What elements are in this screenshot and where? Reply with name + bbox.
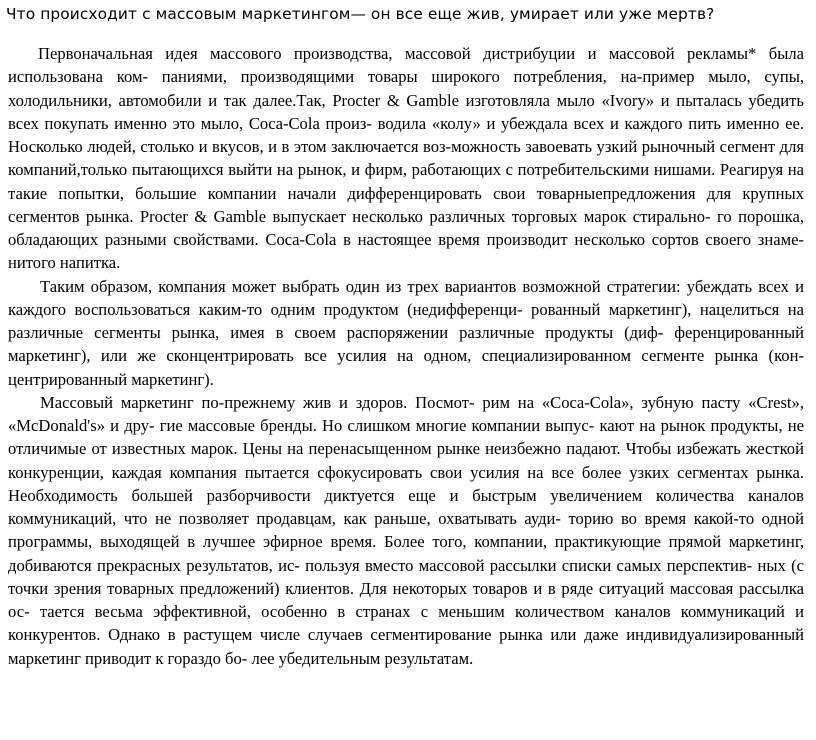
document-body [8,42,804,670]
paragraph-strategy-options: Таким образом, компания может выбрать один из трех вариантов возможной стратегии: убеждать всех и каждого воспользоваться каким-то одним продуктом (недифференци- рованный маркетинг), нацелиться на различные сегменты рынка, имея в своем распоряжении различные продукты (диф- ференцированный маркетинг), или же сконцентрировать все усилия на одном, специализированном сегменте рынка (кон- центрированный маркетинг). [8,276,804,389]
paragraph-mass-marketing-alive: Массовый маркетинг по-прежнему жив и здоров. Посмот- рим на «Coca-Cola», зубную пасту «Crest», «McDonald's» и дру- гие массовые бренды. Но слишком многие компании выпус- кают на рынок продукты, не отличимые от известных марок. Цены на перенасыщенном рынке неизбежно падают. Чтобы избежать жесткой конкуренции, каждая компания пытается сфокусировать свои усилия на все более узких сегментах рынка. Необходимость большей разборчивости диктуется еще и быстрым увеличением количества каналов коммуникаций, что не позволяет продавцам, как раньше, охватывать ауди- торию во время какой-то одной программы, выходящей в лучшее эфирное время. Более того, компании, практикующие прямой маркетинг, добиваются прекрасных результатов, ис- пользуя вместо массовой рассылки списки самых перспектив- ных (с точки зрения товарных предложений) клиентов. Для некоторых товаров и в ряде ситуаций массовая рассылка ос- тается весьма эффективной, особенно в странах с меньшим количеством каналов коммуникаций и конкурентов. Однако в растущем числе случаев сегментирование рынка или даже индивидуализированный маркетинг приводит к гораздо бо- лее убедительным результатам. [8,392,804,668]
page-title: Что происходит с массовым маркетингом— он все еще жив, умирает или уже мертв? [6,5,715,23]
paragraph-mass-production: Первоначальная идея массового производства, массовой дистрибуции и массовой рекламы* была использована ком- паниями, производящими товары широкого потребления, на-пример мыло, супы, холодильники, автомобили и так далее.Так, Procter & Gamble изготовляла мыло «Ivory» и пыталась убедить всех покупать именно это мыло, Coca-Cola произ- водила «колу» и убеждала всех и каждого пить именно ее. Носколько людей, столько и вкусов, и в этом заключается воз-можность завоевать узкий рыночный сегмент для компаний,только пытающихся выйти на рынок, и фирм, работающих с потребительскими нишами. Реагируя на такие попытки, большие компании начали дифференцировать свои товарныепредложения для крупных сегментов рынка. Procter & Gamble выпускает несколько различных торговых марок стирально- го порошка, обладающих разными свойствами. Coca-Cola в настоящее время производит несколько сортов своего знаме- нитого напитка. [8,44,804,273]
